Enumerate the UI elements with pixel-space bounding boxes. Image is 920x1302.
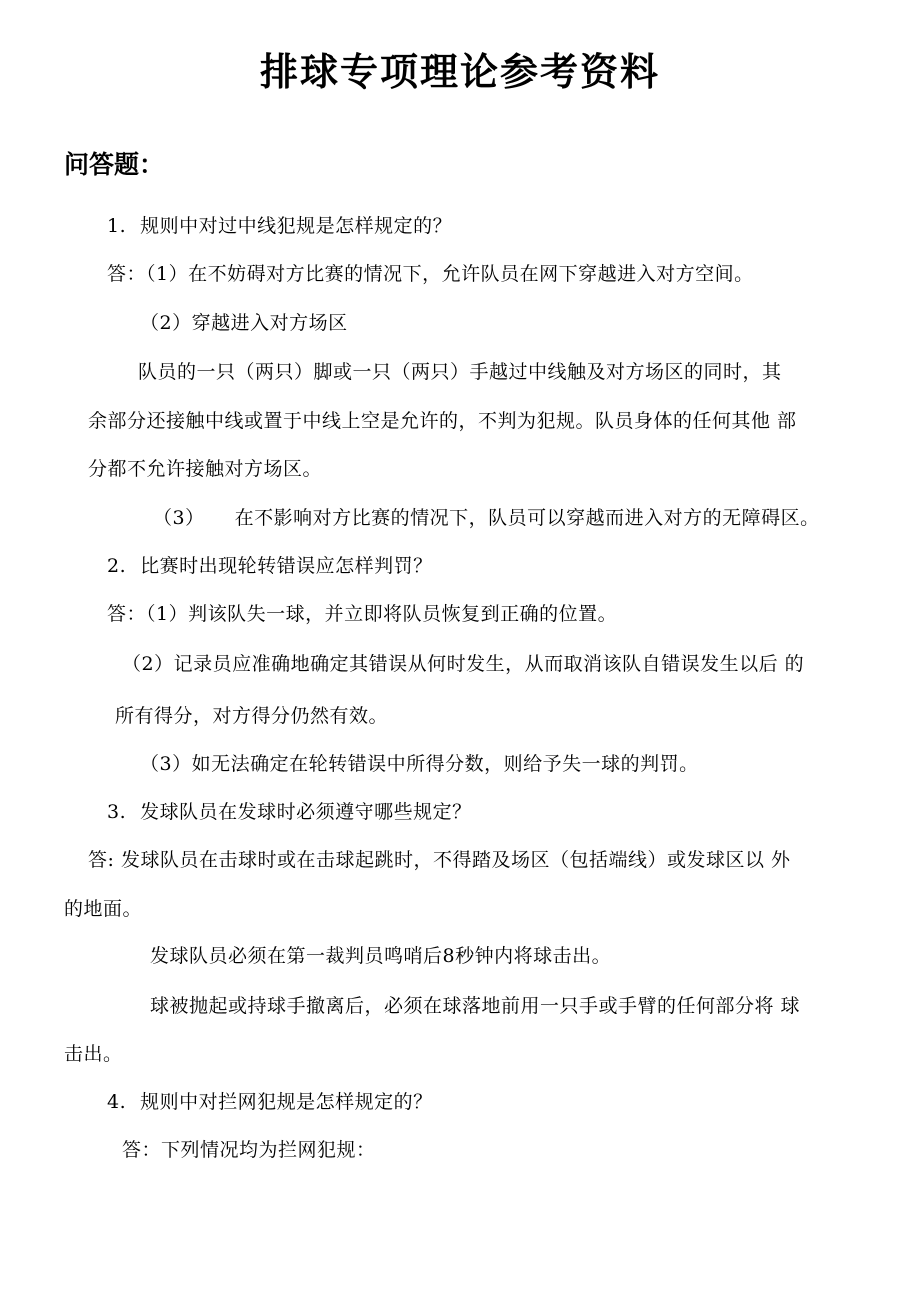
question-text: 规则中对拦网犯规是怎样规定的？ [140,1091,433,1113]
answer-3-line-1: 答: 发球队员在击球时或在击球起跳时，不得踏及场区（包括端线）或发球区以 外 [88,849,791,871]
document-title: 排球专项理论参考资料 [259,50,660,94]
answer-3-line-3: 发球队员必须在第一裁判员鸣哨后8秒钟内将球击出。 [150,945,612,967]
question-text: 比赛时出现轮转错误应怎样判罚？ [140,555,433,577]
question-1 [107,213,452,239]
question-number: 4. [107,1091,127,1113]
answer-2-line-3: 所有得分，对方得分仍然有效。 [115,705,389,727]
answer-2-line-2: （2）记录员应准确地确定其错误从何时发生，从而取消该队自错误发生以后 的 [122,653,805,675]
question-number: 2. [107,555,127,577]
answer-1-paragraph-line-2: 余部分还接触中线或置于中线上空是允许的，不判为犯规。队员身体的任何其他 部 [88,410,797,432]
question-text: 发球队员在发球时必须遵守哪些规定？ [140,801,472,823]
question-2 [107,553,433,579]
answer-1-paragraph-line-3: 分都不允许接触对方场区。 [88,458,323,480]
question-4 [107,1089,433,1115]
answer-3-line-5: 击出。 [64,1043,123,1065]
answer-4-line-1: 答：下列情况均为拦网犯规： [122,1139,376,1161]
answer-3-line-2: 的地面。 [64,898,143,920]
question-number: 3. [107,801,127,823]
item-number: （3） [153,507,205,529]
answer-3-line-4: 球被抛起或持球手撤离后，必须在球落地前用一只手或手臂的任何部分将 球 [150,995,801,1017]
answer-2-line-1: 答：（1）判该队失一球，并立即将队员恢复到正确的位置。 [107,603,618,625]
question-number: 1. [107,215,127,237]
answer-1-item-3 [153,505,820,531]
answer-1-paragraph-line-1: 队员的一只（两只）脚或一只（两只）手越过中线触及对方场区的同时，其 [138,361,782,383]
answer-1-line-2: （2）穿越进入对方场区 [140,312,348,334]
section-heading: 问答题： [64,150,165,179]
answer-2-line-4: （3）如无法确定在轮转错误中所得分数，则给予失一球的判罚。 [140,753,699,775]
question-3 [107,799,472,825]
answer-1-line-1: 答：（1）在不妨碍对方比赛的情况下，允许队员在网下穿越进入对方空间。 [107,263,754,285]
item-text: 在不影响对方比赛的情况下，队员可以穿越而进入对方的无障碍区。 [234,507,820,529]
question-text: 规则中对过中线犯规是怎样规定的？ [140,215,453,237]
